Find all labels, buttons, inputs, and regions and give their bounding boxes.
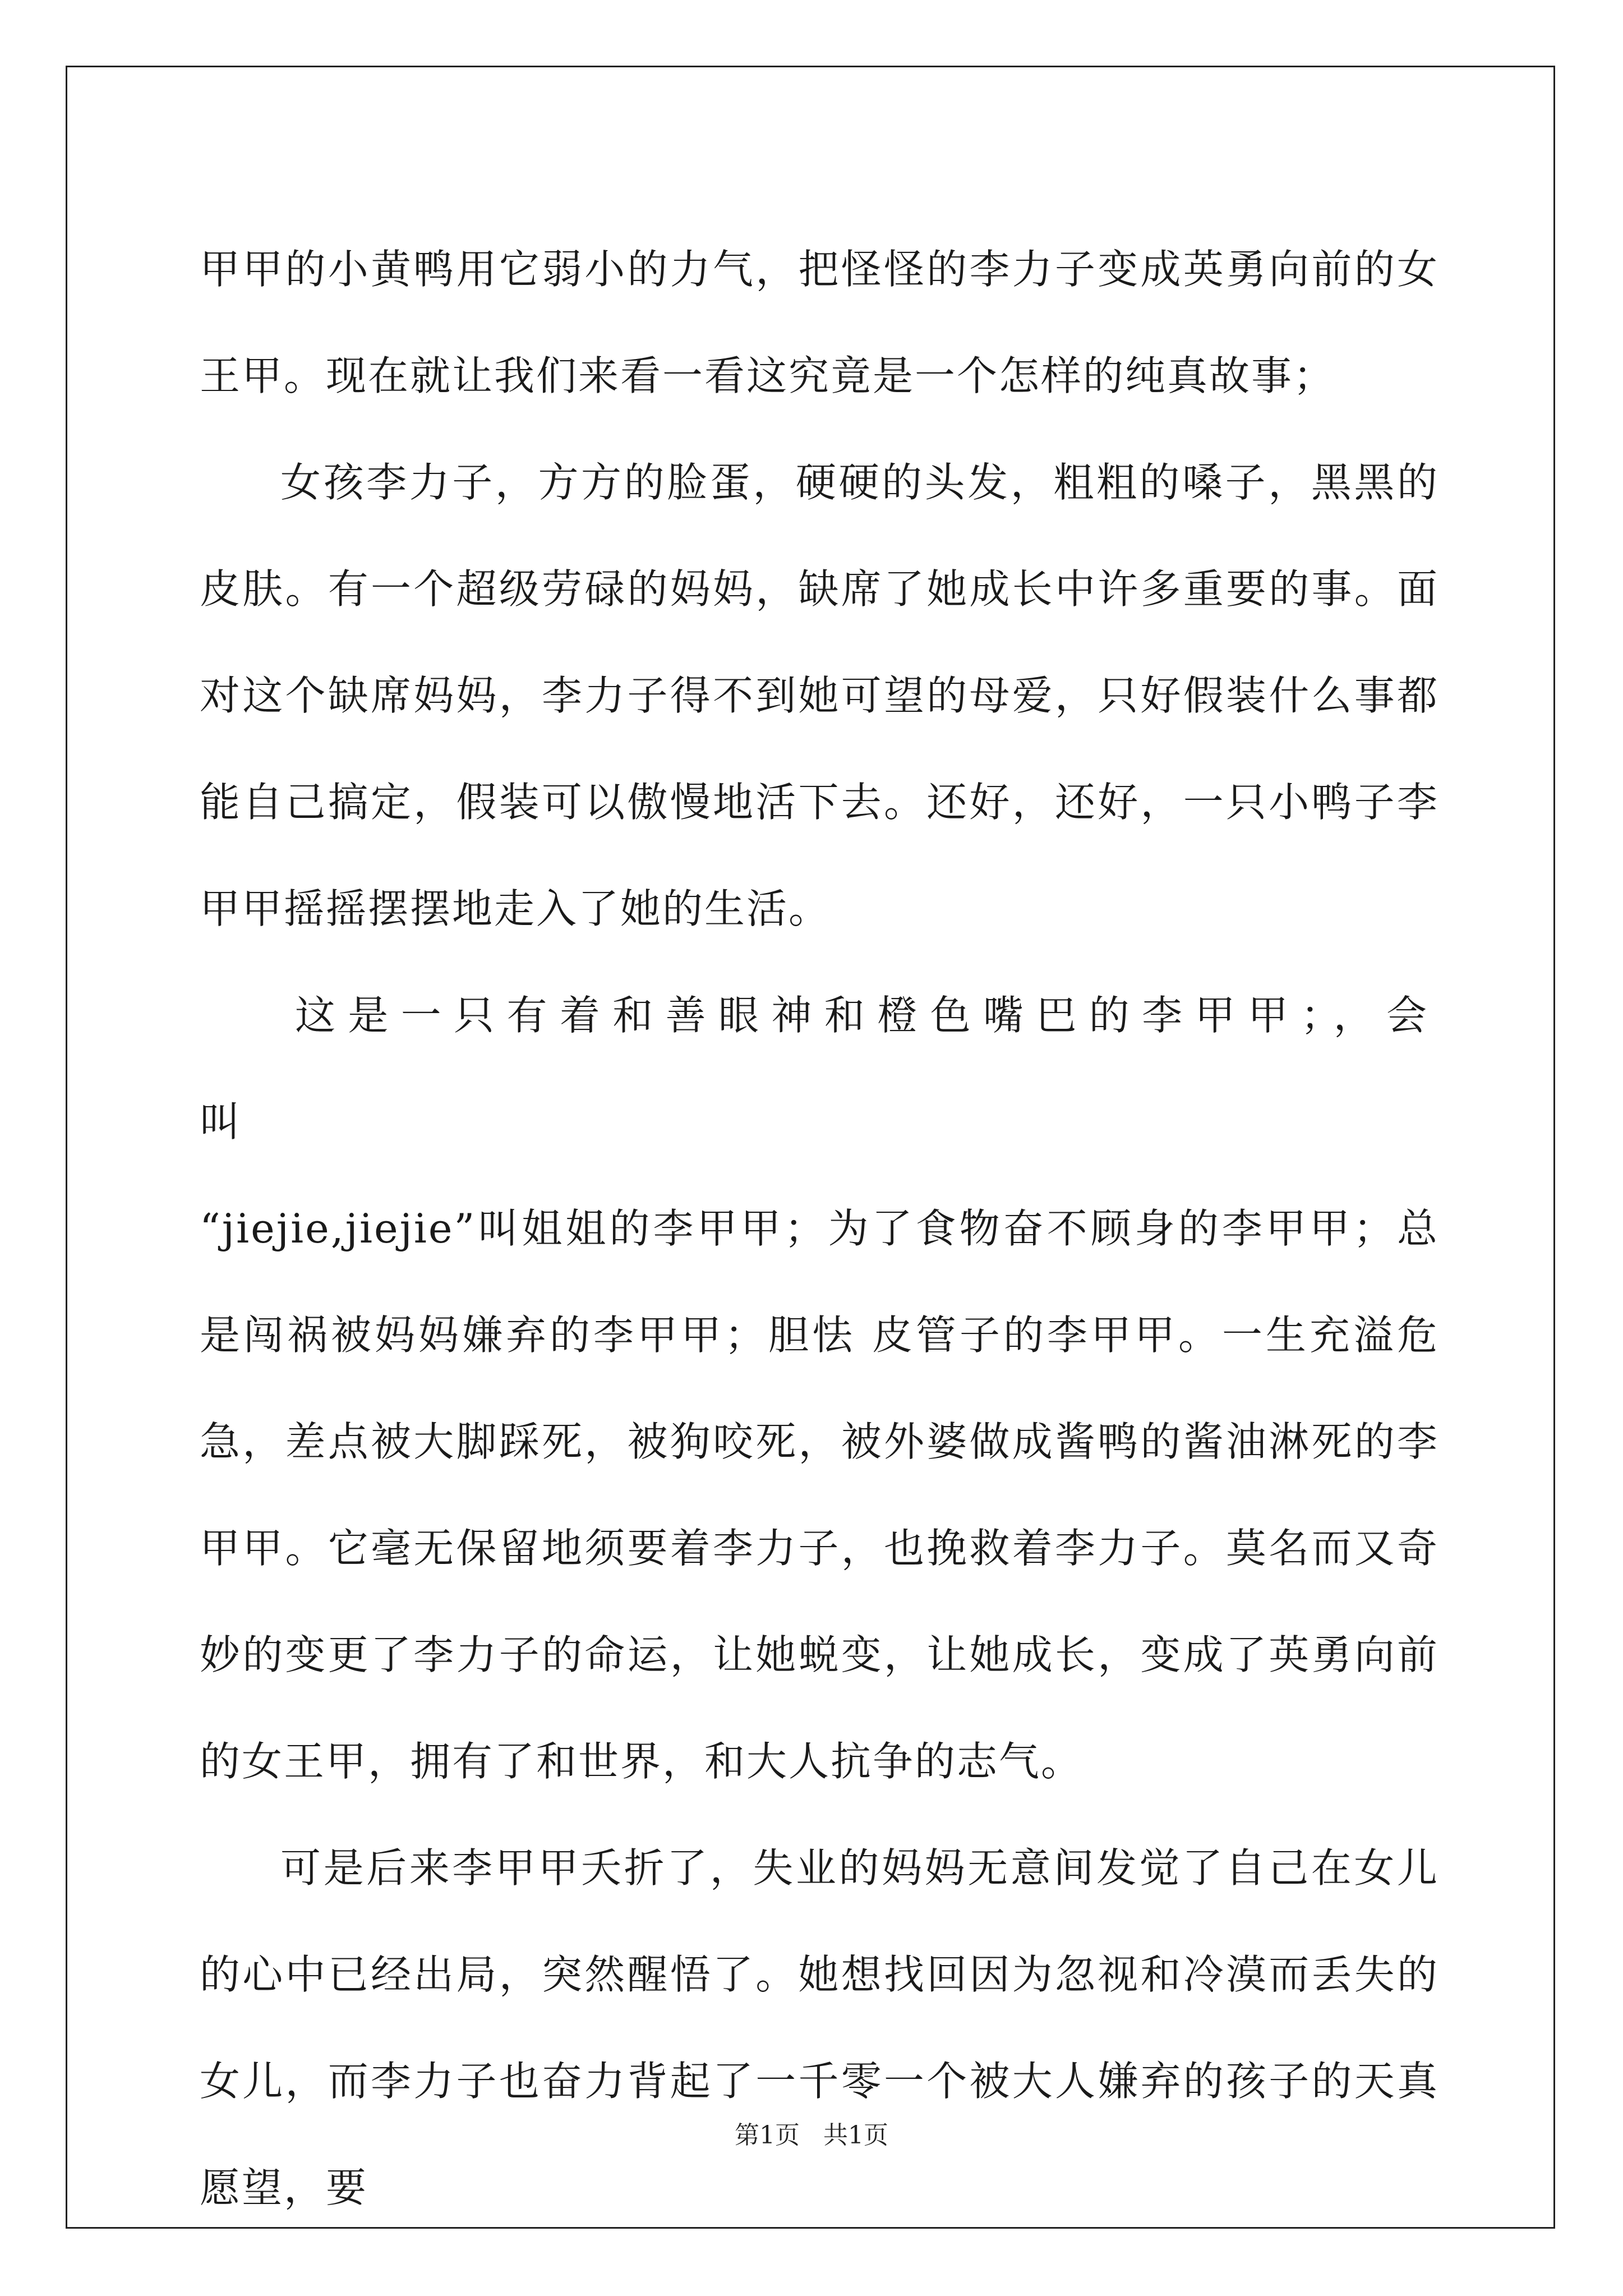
paragraph-1: 甲甲的小黄鸭用它弱小的力气，把怪怪的李力子变成英勇向前的女王甲。现在就让我们来看一看这究竟是一个怎样的纯真故事； bbox=[200, 246, 1439, 399]
paragraph-3 bbox=[200, 962, 1439, 1815]
paragraph-3-first-line: 这是一只有着和善眼神和橙色嘴巴的李甲甲；，会叫 bbox=[200, 992, 1439, 1145]
document-body bbox=[200, 216, 1439, 2241]
paragraph-3-rest: “jiejie,jiejie”叫姐姐的李甲甲；为了食物奋不顾身的李甲甲；总是闯祸被妈妈嫌弃的李甲甲；胆怯 皮管子的李甲甲。一生充溢危急，差点被大脚踩死，被狗咬死，被外婆做成酱鸭的酱油淋死的李甲甲。它毫无保留地须要着李力子，也挽救着李力子。莫名而又奇妙的变更了李力子的命运，让她蜕变，让她成长，变成了英勇向前的女王甲，拥有了和世界，和大人抗争的志气。 bbox=[200, 1205, 1439, 1785]
page-footer bbox=[0, 2115, 1623, 2151]
page-number: 第1页 bbox=[735, 2121, 800, 2150]
paragraph-4: 可是后来李甲甲夭折了，失业的妈妈无意间发觉了自己在女儿的心中已经出局，突然醒悟了。她想找回因为忽视和冷漠而丢失的女儿，而李力子也奋力背起了一千零一个被大人嫌弃的孩子的天真愿望，要 bbox=[200, 1844, 1439, 2211]
page-total: 共1页 bbox=[823, 2121, 888, 2150]
paragraph-2: 女孩李力子，方方的脸蛋，硬硬的头发，粗粗的嗓子，黑黑的皮肤。有一个超级劳碌的妈妈，缺席了她成长中许多重要的事。面对这个缺席妈妈，李力子得不到她可望的母爱，只好假装什么事都能自己搞定，假装可以傲慢地活下去。还好，还好，一只小鸭子李甲甲摇摇摆摆地走入了她的生活。 bbox=[200, 459, 1439, 932]
